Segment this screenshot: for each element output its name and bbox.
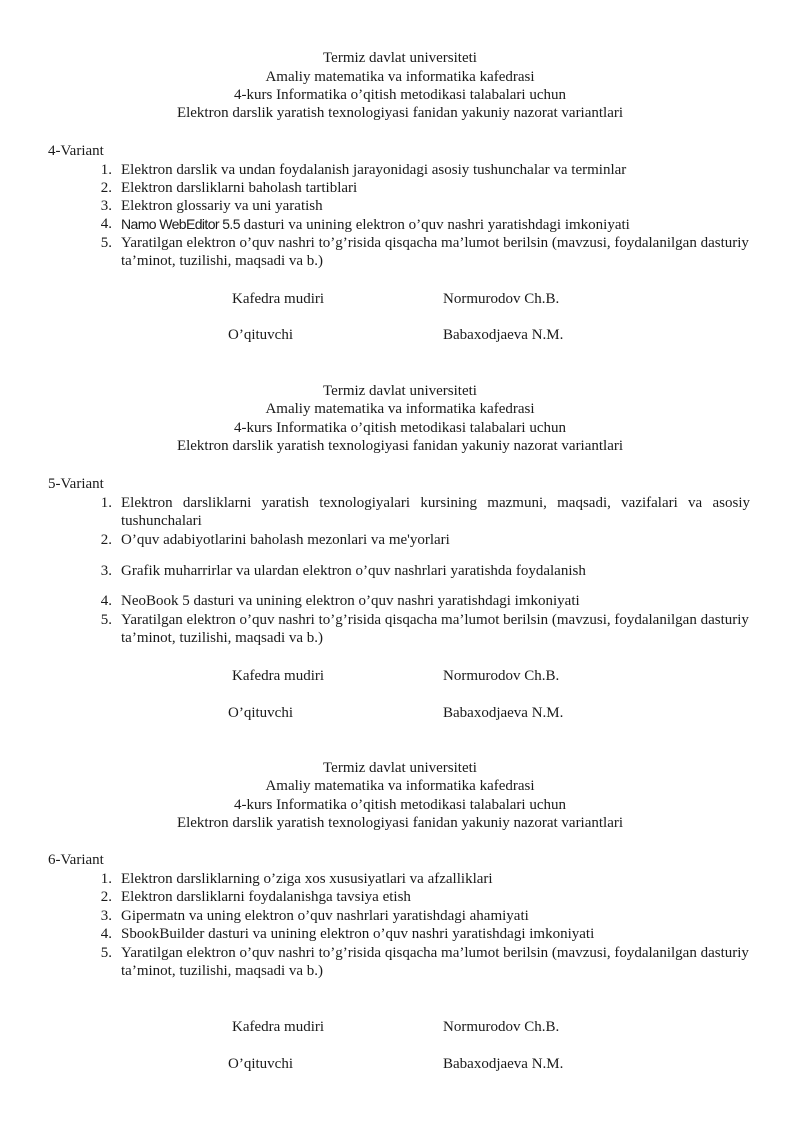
question-number: 2. <box>100 532 112 548</box>
question-text: Yaratilgan elektron o’quv nashri to’g’risida qisqacha ma’lumot berilsin (mavzusi, foydalanilgan dasturiy ta’minot, tuzilishi, maqsadi va b.) <box>121 235 749 269</box>
department-name: Amaliy matematika va informatika kafedrasi <box>265 401 535 417</box>
signature-name: Babaxodjaeva N.M. <box>443 327 564 343</box>
variant-label: 4-Variant <box>48 143 104 159</box>
question-number: 3. <box>100 198 112 214</box>
question-number: 1. <box>100 495 112 511</box>
signature-role: Kafedra mudiri <box>232 291 325 307</box>
university-name: Termiz davlat universiteti <box>323 383 477 399</box>
exam-title: Elektron darslik yaratish texnologiyasi fanidan yakuniy nazorat variantlari <box>176 438 624 454</box>
question-number: 5. <box>100 235 112 251</box>
audience-line: 4-kurs Informatika o’qitish metodikasi talabalari uchun <box>234 87 566 103</box>
question-text-rest: dasturi va unining elektron o’quv nashri yaratishdagi imkoniyati <box>239 217 630 233</box>
question-number: 2. <box>100 180 112 196</box>
signature-name: Babaxodjaeva N.M. <box>443 1056 564 1072</box>
question-text: O’quv adabiyotlarini baholash mezonlari va me'yorlari <box>121 532 450 548</box>
signature-role: Kafedra mudiri <box>232 668 325 684</box>
question-number: 4. <box>100 593 112 609</box>
question-text: Yaratilgan elektron o’quv nashri to’g’risida qisqacha ma’lumot berilsin (mavzusi, foydalanilgan dasturiy ta’minot, tuzilishi, maqsadi va b.) <box>121 612 749 646</box>
signature-role: Kafedra mudiri <box>232 1019 325 1035</box>
audience-line: 4-kurs Informatika o’qitish metodikasi talabalari uchun <box>234 797 566 813</box>
question-text: Yaratilgan elektron o’quv nashri to’g’risida qisqacha ma’lumot berilsin (mavzusi, foydalanilgan dasturiy ta’minot, tuzilishi, maqsadi va b.) <box>121 945 749 979</box>
question-text: Gipermatn va uning elektron o’quv nashrlari yaratishdagi ahamiyati <box>121 908 529 924</box>
question-number: 5. <box>100 612 112 628</box>
question-text: Grafik muharrirlar va ulardan elektron o’quv nashrlari yaratishda foydalanish <box>121 563 586 579</box>
question-text: Elektron darsliklarni baholash tartiblari <box>121 180 358 196</box>
question-text <box>121 215 630 234</box>
question-number: 3. <box>100 563 112 579</box>
question-text: NeoBook 5 dasturi va unining elektron o’quv nashri yaratishdagi imkoniyati <box>121 593 580 609</box>
signature-name: Normurodov Ch.B. <box>443 668 560 684</box>
signature-name: Normurodov Ch.B. <box>443 291 560 307</box>
question-number: 1. <box>100 871 112 887</box>
question-number: 3. <box>100 908 112 924</box>
exam-title: Elektron darslik yaratish texnologiyasi fanidan yakuniy nazorat variantlari <box>176 815 624 831</box>
question-text: Elektron glossariy va uni yaratish <box>121 198 323 214</box>
question-text: SbookBuilder dasturi va unining elektron o’quv nashri yaratishdagi imkoniyati <box>121 926 595 942</box>
question-text: Elektron darsliklarni foydalanishga tavsiya etish <box>121 889 411 905</box>
signature-name: Babaxodjaeva N.M. <box>443 705 564 721</box>
question-number: 4. <box>100 216 112 232</box>
signature-role: O’qituvchi <box>228 705 293 721</box>
signature-role: O’qituvchi <box>228 1056 293 1072</box>
question-number: 4. <box>100 926 112 942</box>
university-name: Termiz davlat universiteti <box>323 50 477 66</box>
variant-label: 5-Variant <box>48 476 104 492</box>
variant-label: 6-Variant <box>48 852 104 868</box>
department-name: Amaliy matematika va informatika kafedrasi <box>265 69 535 85</box>
question-text: Elektron darsliklarning o’ziga xos xususiyatlari va afzalliklari <box>121 871 493 887</box>
question-number: 2. <box>100 889 112 905</box>
question-number: 5. <box>100 945 112 961</box>
signature-role: O’qituvchi <box>228 327 293 343</box>
university-name: Termiz davlat universiteti <box>323 760 477 776</box>
question-number: 1. <box>100 162 112 178</box>
question-text: Elektron darsliklarni yaratish texnologiyalari kursining mazmuni, maqsadi, vazifalari va asosiy tushunchalari <box>121 495 750 529</box>
question-text: Elektron darslik va undan foydalanish jarayonidagi asosiy tushunchalar va terminlar <box>121 162 627 178</box>
audience-line: 4-kurs Informatika o’qitish metodikasi talabalari uchun <box>234 420 566 436</box>
signature-name: Normurodov Ch.B. <box>443 1019 560 1035</box>
software-name: Namo WebEditor 5.5 <box>121 216 240 232</box>
department-name: Amaliy matematika va informatika kafedrasi <box>265 778 535 794</box>
exam-title: Elektron darslik yaratish texnologiyasi fanidan yakuniy nazorat variantlari <box>176 105 624 121</box>
